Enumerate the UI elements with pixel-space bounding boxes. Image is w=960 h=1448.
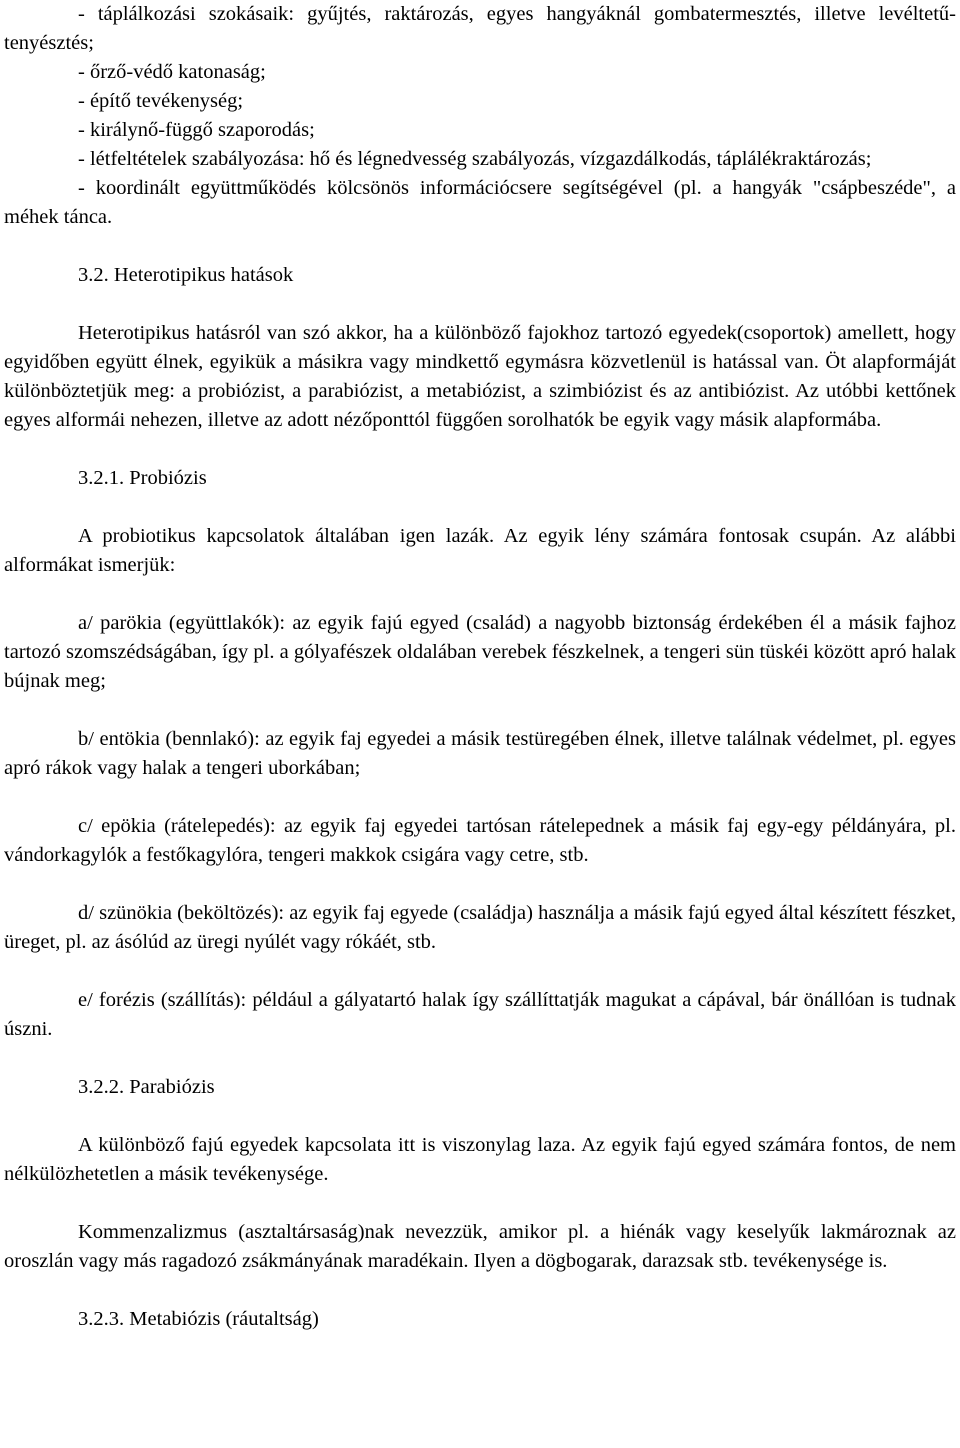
section-heading: 3.2.3. Metabiózis (ráutaltság) <box>78 1308 319 1330</box>
section-heading: 3.2. Heterotipikus hatások <box>78 264 294 286</box>
list-item: c/ epökia (rátelepedés): az egyik faj egyedei tartósan rátelepednek a másik faj egy-egy példányára, pl. vándorkagylók a festőkagylóra, tengeri makkok csigára vagy cetre, stb. <box>4 815 956 866</box>
list-item: - létfeltételek szabályozása: hő és légnedvesség szabályozás, vízgazdálkodás, táplálékraktározás; <box>78 148 872 170</box>
list-item: a/ parökia (együttlakók): az egyik fajú egyed (család) a nagyobb biztonság érdekében él a másik fajhoz tartozó szomszédságában, így pl. a gólyafészek oldalában verebek fészkelnek, a tengeri sün tüskéi között apró halak bújnak meg; <box>4 612 956 692</box>
section-heading: 3.2.1. Probiózis <box>78 467 207 489</box>
list-item: - táplálkozási szokásaik: gyűjtés, raktározás, egyes hangyáknál gombatermesztés, illetve levéltetű-tenyésztés; <box>4 3 956 54</box>
document-page <box>4 0 956 1334</box>
paragraph: Kommenzalizmus (asztaltársaság)nak nevezzük, amikor pl. a hiénák vagy keselyűk lakmároznak az oroszlán vagy más ragadozó zsákmányának maradékain. Ilyen a dögbogarak, darazsak stb. tevékenysége is. <box>4 1221 956 1272</box>
list-item: e/ forézis (szállítás): például a gályatartó halak így szállíttatják magukat a cápával, bár önállóan is tudnak úszni. <box>4 989 956 1040</box>
paragraph: A probiotikus kapcsolatok általában igen lazák. Az egyik lény számára fontosak csupán. Az alábbi alformákat ismerjük: <box>4 525 956 576</box>
list-item: - koordinált együttműködés kölcsönös információcsere segítségével (pl. a hangyák "csápbeszéde", a méhek tánca. <box>4 177 956 228</box>
paragraph: A különböző fajú egyedek kapcsolata itt is viszonylag laza. Az egyik fajú egyed számára fontos, de nem nélkülözhetetlen a másik tevékenysége. <box>4 1134 956 1185</box>
list-item: b/ entökia (bennlakó): az egyik faj egyedei a másik testüregében élnek, illetve találnak védelmet, pl. egyes apró rákok vagy halak a tengeri uborkában; <box>4 728 956 779</box>
list-item: - őrző-védő katonaság; <box>78 61 266 83</box>
paragraph: Heterotipikus hatásról van szó akkor, ha a különböző fajokhoz tartozó egyedek(csoportok) amellett, hogy egyidőben együtt élnek, egyikük a másikra vagy mindkettő egymásra közvetlenül is hatással van. Öt alapformáját különböztetjük meg: a probiózist, a parabiózist, a metabiózist, a szimbiózist és az antibiózist. Az utóbbi kettőnek egyes alformái nehezen, illetve az adott nézőponttól függően sorolhatók be egyik vagy másik alapformába. <box>4 322 956 431</box>
list-item: d/ szünökia (beköltözés): az egyik faj egyede (családja) használja a másik fajú egyed által készített fészket, üreget, pl. az ásólúd az üregi nyúlét vagy rókáét, stb. <box>4 902 956 953</box>
list-item: - építő tevékenység; <box>78 90 244 112</box>
intro-list <box>4 0 956 232</box>
list-item: - királynő-függő szaporodás; <box>78 119 315 141</box>
section-heading: 3.2.2. Parabiózis <box>78 1076 215 1098</box>
